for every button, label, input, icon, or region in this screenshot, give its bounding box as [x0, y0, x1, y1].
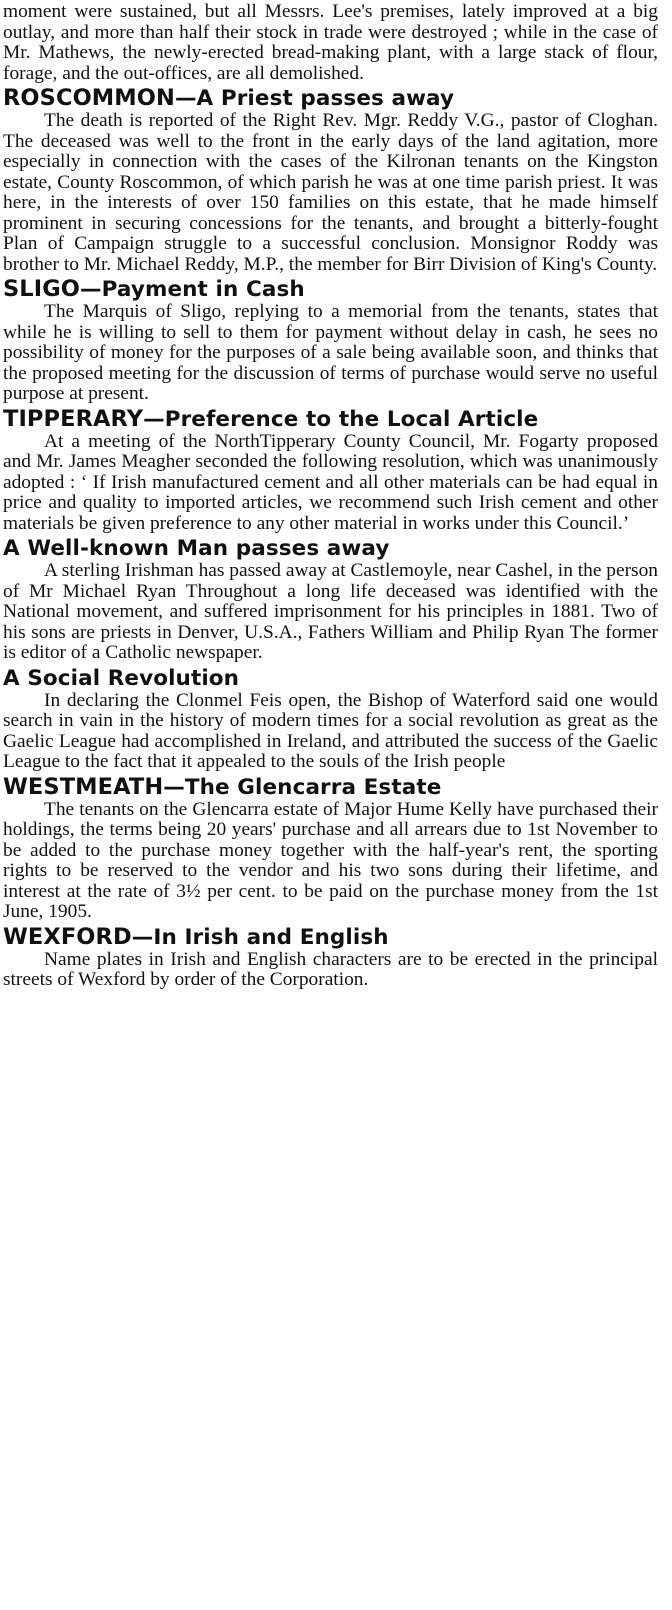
- headline-text: A Social Revolution: [3, 665, 240, 691]
- section-body: At a meeting of the NorthTipperary County Council, Mr. Fogarty proposed and Mr. James Meagher seconded the following resolution, which was unanimously adopted : ‘ If Irish manufactured cement and all other materials can be had equal in price and quality to imported articles, we recommend such Irish cement and other materials be given preference to any other material in works under this Council.’: [3, 430, 658, 534]
- headline-text: —A Priest passes away: [174, 86, 455, 111]
- headline-text: —Preference to the Local Article: [143, 406, 539, 432]
- headline-text: A Well-known Man passes away: [3, 536, 390, 561]
- headline-place: WESTMEATH: [3, 773, 164, 800]
- section-body: In declaring the Clonmel Feis open, the Bishop of Waterford said one would search in vain in the history of modern times for a social revolution as great as the Gaelic League had accomplished in Ireland, and attributed the success of the Gaelic League to the fact that it appealed to the souls of the Irish people: [3, 689, 658, 772]
- section-headline: [3, 536, 658, 561]
- headline-text: —The Glencarra Estate: [163, 774, 442, 800]
- section-headline: [3, 86, 658, 111]
- section-wexford: [3, 925, 658, 991]
- section-headline: [3, 775, 658, 800]
- headline-place: ROSCOMMON: [3, 85, 175, 111]
- section-headline: [3, 277, 658, 302]
- section-headline: [3, 925, 658, 950]
- section-headline: [3, 407, 658, 432]
- headline-place: TIPPERARY: [3, 405, 144, 432]
- section-headline: [3, 666, 658, 691]
- section-body: The Marquis of Sligo, replying to a memorial from the tenants, states that while he is willing to sell to them for payment without delay in cash, he sees no possibility of money for the purposes of a sale being available soon, and thinks that the proposed meeting for the discussion of terms of purchase would serve no useful purpose at present.: [3, 301, 658, 404]
- section-body: The death is reported of the Right Rev. Mgr. Reddy V.G., pastor of Cloghan. The deceased was well to the front in the early days of the land agitation, more especially in connection with the cases of the Kilronan tenants on the Kingston estate, County Roscommon, of which parish he was at one time parish priest. It was here, in the interests of over 150 families on this estate, that he made himself prominent in securing concessions for the tenants, and brought a bitterly-fought Plan of Campaign struggle to a successful conclusion. Monsignor Roddy was brother to Mr. Michael Reddy, M.P., the member for Birr Division of King's County.: [3, 110, 658, 275]
- headline-text: —In Irish and English: [131, 924, 389, 950]
- section-roscommon: [3, 86, 658, 275]
- lead-fragment: moment were sustained, but all Messrs. Lee's premises, lately improved at a big outlay, and more than half their stock in trade were destroyed ; while in the case of Mr. Mathews, the newly-erected bread-making plant, with a large stack of flour, forage, and the out-offices, are all demolished.: [3, 1, 658, 84]
- headline-place: WEXFORD: [3, 923, 132, 950]
- headline-place: SLIGO: [3, 276, 81, 302]
- section-body: Name plates in Irish and English characters are to be erected in the principal streets of Wexford by order of the Corporation.: [3, 948, 658, 990]
- section-body: The tenants on the Glencarra estate of Major Hume Kelly have purchased their holdings, the terms being 20 years' purchase and all arrears due to 1st November to be added to the purchase money together with the half-year's rent, the sporting rights to be reserved to the vendor and his two sons during their lifetime, and interest at the rate of 3½ per cent. to be paid on the purchase money from the 1st June, 1905.: [3, 798, 658, 922]
- section-well-known-man: [3, 536, 658, 664]
- headline-text: —Payment in Cash: [80, 277, 305, 302]
- section-tipperary: [3, 407, 658, 535]
- section-sligo: [3, 277, 658, 405]
- section-westmeath: [3, 775, 658, 923]
- section-body: A sterling Irishman has passed away at Castlemoyle, near Cashel, in the person of Mr Michael Ryan Throughout a long life deceased was identified with the National movement, and suffered imprisonment for his principles in 1881. Two of his sons are priests in Denver, U.S.A., Fathers William and Philip Ryan The former is editor of a Catholic newspaper.: [3, 560, 658, 663]
- section-social-revolution: [3, 666, 658, 773]
